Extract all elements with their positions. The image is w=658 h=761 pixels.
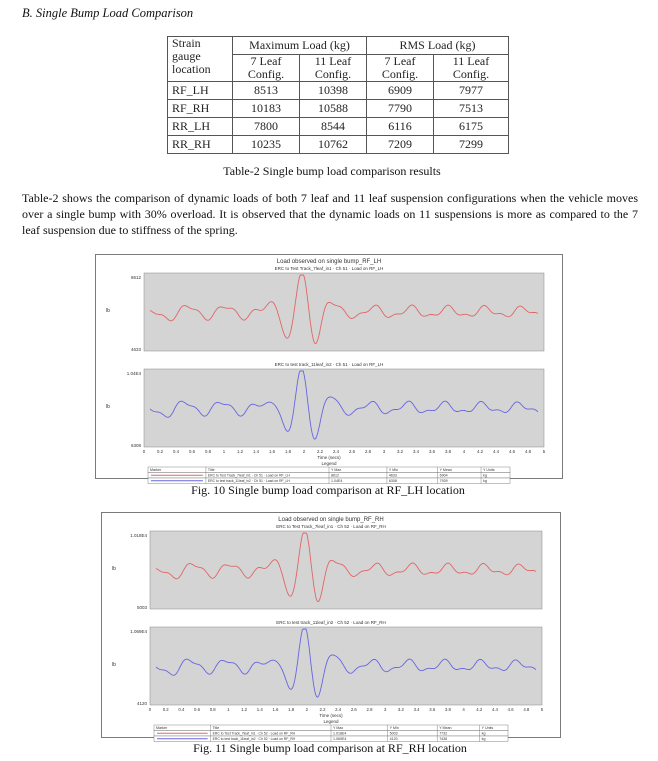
legend-ymax: 1.018E4 xyxy=(333,731,347,736)
legend-ymin: 6308 xyxy=(388,479,397,483)
cell-location: RR_RH xyxy=(168,136,233,154)
x-tick-label: 2.2 xyxy=(319,707,326,712)
x-tick-label: 0.2 xyxy=(157,449,163,454)
legend-header: Y Max xyxy=(333,726,344,730)
x-tick-label: 4.6 xyxy=(507,707,514,712)
header-rms-load: RMS Load (kg) xyxy=(367,37,509,55)
legend-title-cell: ERC to Test Track_7leaf_in1 · Ch 52 · Load on RF_RH xyxy=(212,731,296,736)
plot-area xyxy=(150,531,542,609)
legend-ymean: 7939 xyxy=(439,479,448,483)
subheader: 11 Leaf Config. xyxy=(434,55,509,82)
figure-11-plot xyxy=(102,513,560,741)
header-location: Strain gauge location xyxy=(168,37,233,82)
figure-11-caption: Fig. 11 Single bump load comparison at RF_RH location xyxy=(193,741,467,755)
table-row xyxy=(168,100,509,118)
x-tick-label: 0 xyxy=(142,449,146,454)
x-axis-label: Time (secs) xyxy=(317,455,341,460)
x-tick-label: 0.4 xyxy=(178,707,185,712)
x-tick-label: 1 xyxy=(222,449,226,454)
cell-value: 8513 xyxy=(233,82,300,100)
legend-units: kg xyxy=(481,731,486,736)
x-tick-label: 3.2 xyxy=(397,707,404,712)
cell-value: 10235 xyxy=(233,136,300,154)
cell-value: 7513 xyxy=(434,100,509,118)
cell-location: RF_LH xyxy=(168,82,233,100)
x-tick-label: 2.2 xyxy=(317,449,323,454)
legend-title-cell: ERC to test track_11leaf_in2 · Ch 52 · Load on RF_RH xyxy=(212,737,296,741)
panel-subtitle: ERC to test track_11leaf_in2 · Ch 52 · Load on RF_RH xyxy=(276,620,386,625)
cell-value: 10183 xyxy=(233,100,300,118)
x-tick-label: 2 xyxy=(302,449,306,454)
y-axis-label: lb xyxy=(106,404,110,410)
x-tick-label: 4 xyxy=(462,449,466,454)
legend-ymin: 5003 xyxy=(389,731,398,736)
cell-value: 7209 xyxy=(367,136,434,154)
figure-11-frame xyxy=(101,512,561,741)
x-tick-label: 3 xyxy=(384,707,387,712)
legend-header: Y Min xyxy=(388,468,399,472)
x-tick-label: 4 xyxy=(462,707,465,712)
x-tick-label: 3.2 xyxy=(397,449,403,454)
x-tick-label: 2.4 xyxy=(335,707,342,712)
x-tick-label: 0.8 xyxy=(205,449,211,454)
table-caption: Table-2 Single bump load comparison results xyxy=(223,164,441,178)
x-tick-label: 2.4 xyxy=(333,449,339,454)
x-tick-label: 1 xyxy=(227,707,230,712)
legend-header: Y Min xyxy=(389,726,399,730)
x-tick-label: 2 xyxy=(305,707,308,712)
x-tick-label: 4.8 xyxy=(523,707,530,712)
x-tick-label: 4.2 xyxy=(477,449,483,454)
legend-title: Legend xyxy=(321,461,337,466)
subheader: 11 Leaf Config. xyxy=(300,55,367,82)
legend-units: kg xyxy=(481,737,486,741)
x-tick-label: 2.6 xyxy=(350,707,357,712)
x-tick-label: 3.8 xyxy=(445,449,451,454)
legend-title-cell: ERC to test track_11leaf_in2 · Ch 51 · Load on RF_LH xyxy=(207,479,290,483)
y-axis-label: lb xyxy=(112,566,116,572)
figure-10-caption: Fig. 10 Single bump load comparison at RF_LH location xyxy=(191,483,465,497)
cell-value: 7790 xyxy=(367,100,434,118)
legend-header: Title xyxy=(207,468,215,472)
legend-title: Legend xyxy=(323,719,339,724)
figure-10-plot xyxy=(96,255,562,483)
cell-value: 7800 xyxy=(233,118,300,136)
cell-value: 10762 xyxy=(300,136,367,154)
x-tick-label: 4.8 xyxy=(525,449,531,454)
x-tick-label: 3.4 xyxy=(413,449,419,454)
x-tick-label: 0.6 xyxy=(189,449,195,454)
cell-value: 8544 xyxy=(300,118,367,136)
cell-value: 7977 xyxy=(434,82,509,100)
legend-header: Title xyxy=(212,726,220,730)
legend-ymax: 1.04E4 xyxy=(331,479,343,483)
y-min-label: 4633 xyxy=(130,347,141,352)
x-tick-label: 5 xyxy=(540,707,544,712)
x-tick-label: 0.8 xyxy=(209,707,216,712)
legend-ymin: 4120 xyxy=(389,737,398,741)
x-tick-label: 3.6 xyxy=(429,707,436,712)
y-max-label: 1.069E4 xyxy=(130,629,147,634)
y-axis-label: lb xyxy=(112,662,116,668)
y-max-label: 8612 xyxy=(130,275,141,280)
cell-location: RF_RH xyxy=(168,100,233,118)
x-tick-label: 4.2 xyxy=(476,707,483,712)
legend-units: kg xyxy=(483,479,487,483)
x-tick-label: 1.6 xyxy=(272,707,279,712)
plot-area xyxy=(144,369,544,447)
table-row xyxy=(168,82,509,100)
y-axis-label: lb xyxy=(106,308,110,314)
legend-ymin: 4633 xyxy=(388,473,397,478)
subheader: 7 Leaf Config. xyxy=(367,55,434,82)
cell-value: 7299 xyxy=(434,136,509,154)
x-tick-label: 4.6 xyxy=(509,449,515,454)
y-max-label: 1.04E4 xyxy=(126,371,141,376)
x-tick-label: 0 xyxy=(148,707,152,712)
plot-area xyxy=(150,627,542,705)
x-tick-label: 3.8 xyxy=(444,707,451,712)
x-tick-label: 1.6 xyxy=(269,449,275,454)
legend-header: Y Max xyxy=(331,468,342,472)
x-tick-label: 1.8 xyxy=(288,707,295,712)
x-tick-label: 2.8 xyxy=(366,707,373,712)
cell-value: 10398 xyxy=(300,82,367,100)
x-tick-label: 5 xyxy=(542,449,546,454)
table-row xyxy=(168,118,509,136)
legend-ymean: 7438 xyxy=(439,737,448,741)
x-tick-label: 2.8 xyxy=(365,449,371,454)
legend-header: Y Units xyxy=(483,468,495,472)
header-max-load: Maximum Load (kg) xyxy=(233,37,367,55)
x-tick-label: 1.4 xyxy=(256,707,263,712)
x-tick-label: 0.4 xyxy=(173,449,179,454)
legend-title-cell: ERC to Test Track_7leaf_in1 · Ch 51 · Load on RF_LH xyxy=(207,473,290,478)
legend-units: kg xyxy=(483,473,487,478)
plot-area xyxy=(144,273,544,351)
y-min-label: 6308 xyxy=(130,443,141,448)
legend-ymax: 8612 xyxy=(331,473,339,478)
panel-subtitle: ERC to test track_11leaf_in2 · Ch 51 · Load on RF_LH xyxy=(274,362,384,367)
x-tick-label: 1.4 xyxy=(253,449,259,454)
subheader: 7 Leaf Config. xyxy=(233,55,300,82)
cell-value: 6909 xyxy=(367,82,434,100)
legend-ymean: 7732 xyxy=(439,731,448,736)
figure-title: Load observed on single bump_RF_LH xyxy=(276,259,382,265)
cell-location: RR_LH xyxy=(168,118,233,136)
x-tick-label: 0.2 xyxy=(162,707,169,712)
x-tick-label: 4.4 xyxy=(493,449,499,454)
legend-header: Marker xyxy=(156,726,168,730)
x-tick-label: 4.4 xyxy=(491,707,498,712)
panel-subtitle: ERC to Test Track_7leaf_in1 · Ch 51 · Load on RF_LH xyxy=(274,266,384,271)
body-paragraph: Table-2 shows the comparison of dynamic loads of both 7 leaf and 11 leaf suspension configurations when the vehicle moves over a single bump with 30% overload. It is observed that the dynamic loads on 11 suspensions is more as compared to the 7 leaf suspension due to stiffness of the spring. xyxy=(22,191,638,237)
y-min-label: 4120 xyxy=(136,701,147,706)
y-max-label: 1.018E4 xyxy=(130,533,147,538)
legend-ymean: 6904 xyxy=(439,473,448,478)
x-tick-label: 2.6 xyxy=(349,449,355,454)
comparison-table xyxy=(167,36,509,154)
x-tick-label: 3.4 xyxy=(413,707,420,712)
x-tick-label: 3 xyxy=(382,449,386,454)
legend-header: Y Mean xyxy=(439,468,452,472)
x-tick-label: 1.2 xyxy=(241,707,248,712)
legend-header: Marker xyxy=(150,468,162,472)
legend-header: Y Mean xyxy=(439,726,452,730)
cell-value: 6116 xyxy=(367,118,434,136)
y-min-label: 5003 xyxy=(136,605,147,610)
section-heading: B. Single Bump Load Comparison xyxy=(22,6,194,20)
table-row xyxy=(168,136,509,154)
x-axis-label: Time (secs) xyxy=(319,713,343,718)
cell-value: 6175 xyxy=(434,118,509,136)
cell-value: 10588 xyxy=(300,100,367,118)
panel-subtitle: ERC to Test Track_7leaf_in1 · Ch 52 · Load on RF_RH xyxy=(276,524,386,529)
x-tick-label: 3.6 xyxy=(429,449,435,454)
x-tick-label: 1.8 xyxy=(285,449,291,454)
x-tick-label: 0.6 xyxy=(194,707,201,712)
figure-title: Load observed on single bump_RF_RH xyxy=(278,517,384,523)
figure-10-frame xyxy=(95,254,563,483)
legend-ymax: 1.069E4 xyxy=(333,737,347,741)
legend-header: Y Units xyxy=(481,726,494,730)
x-tick-label: 1.2 xyxy=(237,449,243,454)
